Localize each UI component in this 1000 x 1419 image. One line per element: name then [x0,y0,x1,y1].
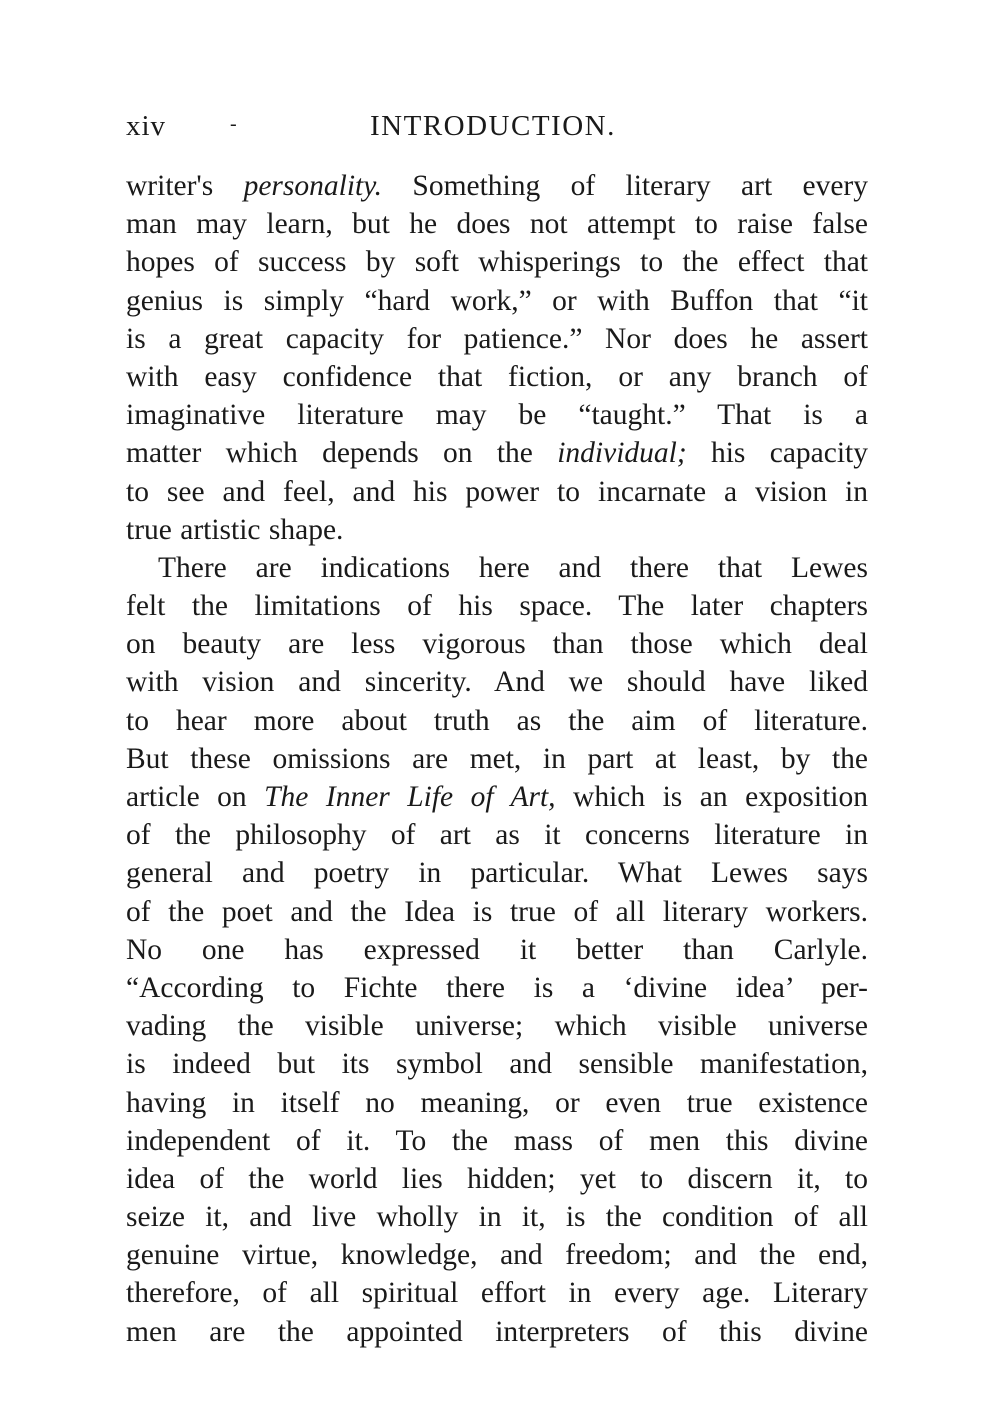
italic-text-segment: The Inner Life of Art, [264,781,556,813]
text-line [126,434,868,472]
header-dash: - [230,113,237,135]
running-title: INTRODUCTION. [370,110,616,142]
text-segment: is a great capacity for patience.” Nor does he assert [126,322,868,355]
text-line [126,1007,868,1045]
text-segment: But these omissions are met, in part at least, by the [126,742,868,775]
text-segment: true artistic shape. [126,513,344,546]
italic-text-segment: personality. [243,170,383,202]
text-line [126,205,868,243]
text-line [126,1084,868,1122]
text-line [126,549,868,587]
text-line [126,358,868,396]
text-segment: men are the appointed interpreters of this divine [126,1315,868,1348]
text-segment: felt the limitations of his space. The later chapters [126,590,868,623]
text-line [126,243,868,281]
text-segment: There are indications here and there that Lewes [158,551,868,584]
text-line [126,282,868,320]
text-segment: vading the visible universe; which visible universe [126,1010,868,1043]
text-segment: having in itself no meaning, or even true existence [126,1086,868,1119]
text-line [126,702,868,740]
text-line [126,969,868,1007]
text-line [126,396,868,434]
text-line [126,511,868,549]
text-segment: hopes of success by soft whisperings to the effect that [126,246,868,279]
text-segment: of the poet and the Idea is true of all literary workers. [126,895,868,928]
text-line [126,1313,868,1351]
text-line [126,1236,868,1274]
text-segment: seize it, and live wholly in it, is the condition of all [126,1201,868,1234]
text-segment: on beauty are less vigorous than those which deal [126,628,868,661]
text-segment: is indeed but its symbol and sensible manifestation, [126,1048,868,1081]
text-segment: genius is simply “hard work,” or with Buffon that “it [126,284,868,317]
text-segment: independent of it. To the mass of men this divine [126,1124,868,1157]
text-segment: “According to Fichte there is a ‘divine idea’ per- [126,971,868,1004]
text-segment: man may learn, but he does not attempt to raise false [126,208,868,241]
text-line [126,625,868,663]
text-line [126,854,868,892]
text-segment: No one has expressed it better than Carlyle. [126,933,868,966]
page-number: xiv [126,110,167,142]
text-segment: imaginative literature may be “taught.” That is a [126,399,868,432]
text-line [126,587,868,625]
text-line [126,1122,868,1160]
page-header [126,101,868,151]
text-segment: genuine virtue, knowledge, and freedom; and the end, [126,1239,868,1272]
text-segment: matter which depends on the [126,437,558,470]
text-line [126,778,868,816]
text-segment: idea of the world lies hidden; yet to discern it, to [126,1162,868,1195]
text-line [126,473,868,511]
text-segment: of the philosophy of art as it concerns literature in [126,819,868,852]
text-segment: to see and feel, and his power to incarnate a vision in [126,475,868,508]
text-segment: to hear more about truth as the aim of literature. [126,704,868,737]
text-line [126,1198,868,1236]
text-segment: Something of literary art every [382,170,868,202]
text-segment: with easy confidence that fiction, or any branch of [126,360,868,393]
text-segment: with vision and sincerity. And we should have liked [126,666,868,699]
text-segment: his capacity [686,437,868,470]
text-segment: therefore, of all spiritual effort in every age. Literary [126,1277,868,1310]
text-segment: article on [126,781,265,813]
text-segment: writer's [126,170,244,202]
text-segment: which is an exposition [555,781,868,813]
text-line [126,816,868,854]
text-line [126,931,868,969]
text-line [126,1274,868,1312]
italic-text-segment: individual; [557,437,687,470]
text-line [126,740,868,778]
text-segment: general and poetry in particular. What Lewes says [126,857,868,890]
text-line [126,663,868,701]
text-line [126,1160,868,1198]
text-line [126,167,868,205]
text-line [126,1045,868,1083]
text-line [126,320,868,358]
text-line [126,893,868,931]
body-text [126,167,868,1351]
